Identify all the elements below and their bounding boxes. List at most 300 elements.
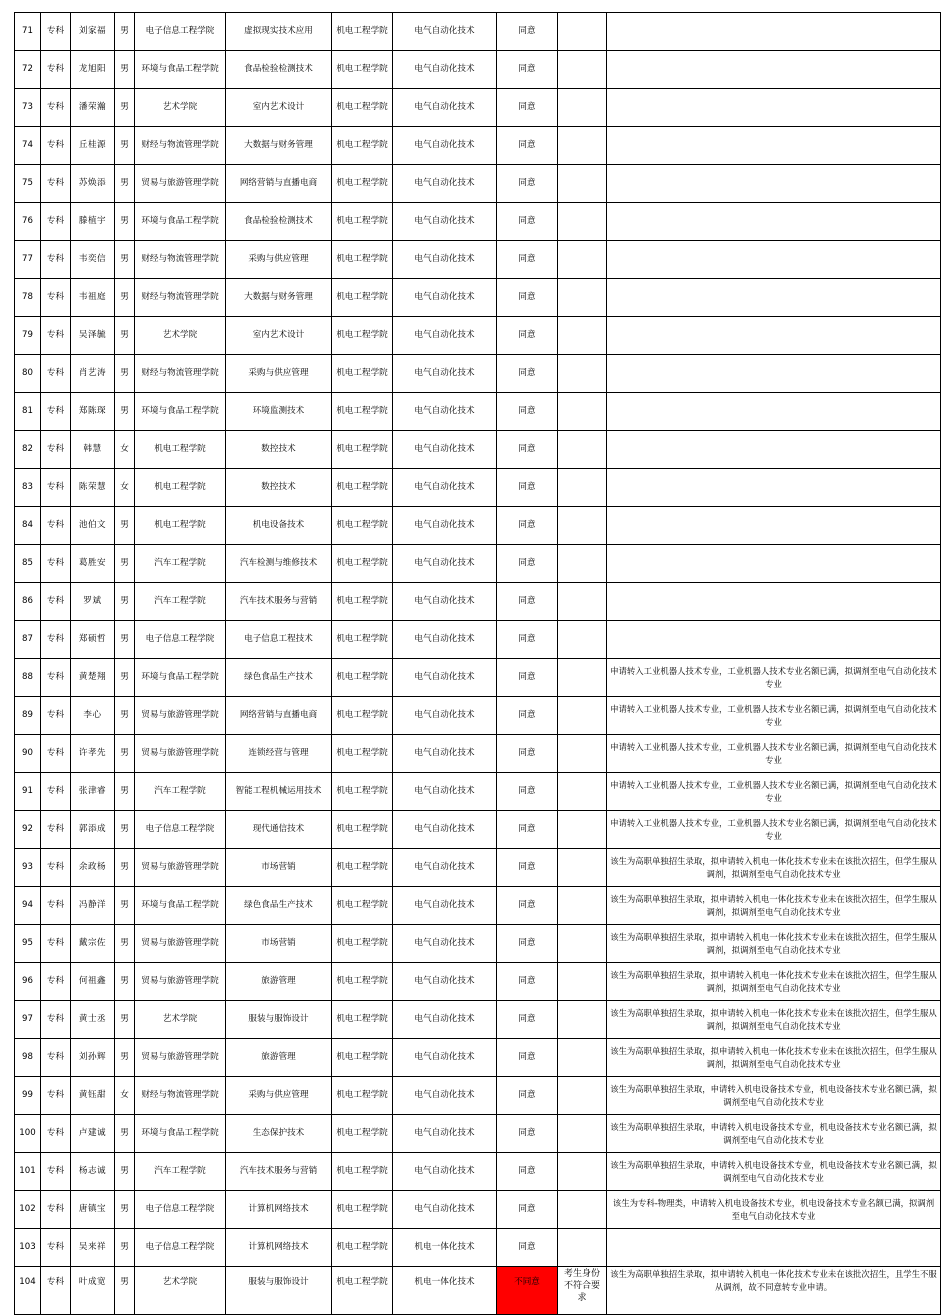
original-college-cell: 环境与食品工程学院 bbox=[135, 203, 226, 241]
original-major-cell: 绿色食品生产技术 bbox=[226, 887, 332, 925]
gender-cell: 男 bbox=[115, 925, 135, 963]
student-name-cell: 肖艺涛 bbox=[71, 355, 115, 393]
table-row bbox=[15, 1115, 941, 1153]
remarks-cell bbox=[607, 165, 941, 203]
target-major-cell: 机电一体化技术 bbox=[393, 1229, 497, 1267]
row-number-cell: 77 bbox=[15, 241, 41, 279]
table-row bbox=[15, 127, 941, 165]
gender-cell: 男 bbox=[115, 659, 135, 697]
target-college-cell: 机电工程学院 bbox=[332, 1267, 393, 1315]
remarks-cell: 该生为高职单独招生录取，申请转入机电设备技术专业，机电设备技术专业名额已满，拟调剂至电气自动化技术专业 bbox=[607, 1153, 941, 1191]
education-level-cell: 专科 bbox=[41, 811, 71, 849]
original-college-cell: 机电工程学院 bbox=[135, 431, 226, 469]
gender-cell: 男 bbox=[115, 849, 135, 887]
target-college-cell: 机电工程学院 bbox=[332, 241, 393, 279]
target-major-cell: 电气自动化技术 bbox=[393, 393, 497, 431]
target-major-cell: 电气自动化技术 bbox=[393, 1153, 497, 1191]
rejection-reason-cell bbox=[558, 659, 607, 697]
student-name-cell: 潘荣瀚 bbox=[71, 89, 115, 127]
rejection-reason-cell bbox=[558, 583, 607, 621]
education-level-cell: 专科 bbox=[41, 1039, 71, 1077]
target-college-cell: 机电工程学院 bbox=[332, 469, 393, 507]
target-major-cell: 电气自动化技术 bbox=[393, 355, 497, 393]
student-name-cell: 冯静洋 bbox=[71, 887, 115, 925]
table-row bbox=[15, 621, 941, 659]
target-major-cell: 电气自动化技术 bbox=[393, 1191, 497, 1229]
table-row bbox=[15, 849, 941, 887]
student-name-cell: 何祖鑫 bbox=[71, 963, 115, 1001]
target-college-cell: 机电工程学院 bbox=[332, 1191, 393, 1229]
row-number-cell: 98 bbox=[15, 1039, 41, 1077]
target-college-cell: 机电工程学院 bbox=[332, 127, 393, 165]
rejection-reason-cell bbox=[558, 241, 607, 279]
row-number-cell: 72 bbox=[15, 51, 41, 89]
gender-cell: 男 bbox=[115, 355, 135, 393]
target-major-cell: 电气自动化技术 bbox=[393, 279, 497, 317]
table-row bbox=[15, 925, 941, 963]
target-major-cell: 电气自动化技术 bbox=[393, 811, 497, 849]
remarks-cell bbox=[607, 241, 941, 279]
target-college-cell: 机电工程学院 bbox=[332, 811, 393, 849]
table-row bbox=[15, 203, 941, 241]
approval-decision-cell: 同意 bbox=[497, 1153, 558, 1191]
row-number-cell: 84 bbox=[15, 507, 41, 545]
original-major-cell: 室内艺术设计 bbox=[226, 317, 332, 355]
rejection-reason-cell bbox=[558, 507, 607, 545]
approval-decision-cell: 同意 bbox=[497, 393, 558, 431]
row-number-cell: 95 bbox=[15, 925, 41, 963]
original-major-cell: 旅游管理 bbox=[226, 1039, 332, 1077]
student-name-cell: 刘家福 bbox=[71, 13, 115, 51]
target-major-cell: 电气自动化技术 bbox=[393, 89, 497, 127]
student-name-cell: 卢建诚 bbox=[71, 1115, 115, 1153]
table-row bbox=[15, 241, 941, 279]
row-number-cell: 90 bbox=[15, 735, 41, 773]
education-level-cell: 专科 bbox=[41, 963, 71, 1001]
rejection-reason-cell bbox=[558, 1039, 607, 1077]
original-major-cell: 汽车检测与维修技术 bbox=[226, 545, 332, 583]
target-major-cell: 电气自动化技术 bbox=[393, 545, 497, 583]
row-number-cell: 78 bbox=[15, 279, 41, 317]
rejection-reason-cell bbox=[558, 279, 607, 317]
remarks-cell bbox=[607, 355, 941, 393]
original-major-cell: 市场营销 bbox=[226, 849, 332, 887]
approval-decision-cell: 同意 bbox=[497, 165, 558, 203]
student-name-cell: 罗斌 bbox=[71, 583, 115, 621]
table-row bbox=[15, 545, 941, 583]
approval-decision-cell: 同意 bbox=[497, 963, 558, 1001]
rejection-reason-cell bbox=[558, 431, 607, 469]
approval-decision-cell: 同意 bbox=[497, 51, 558, 89]
row-number-cell: 80 bbox=[15, 355, 41, 393]
education-level-cell: 专科 bbox=[41, 241, 71, 279]
table-row bbox=[15, 1001, 941, 1039]
remarks-cell bbox=[607, 1229, 941, 1267]
original-major-cell: 计算机网络技术 bbox=[226, 1191, 332, 1229]
student-name-cell: 苏焕添 bbox=[71, 165, 115, 203]
approval-decision-cell: 同意 bbox=[497, 849, 558, 887]
rejection-reason-cell bbox=[558, 165, 607, 203]
original-major-cell: 机电设备技术 bbox=[226, 507, 332, 545]
education-level-cell: 专科 bbox=[41, 203, 71, 241]
education-level-cell: 专科 bbox=[41, 1191, 71, 1229]
education-level-cell: 专科 bbox=[41, 1077, 71, 1115]
remarks-cell bbox=[607, 507, 941, 545]
approval-decision-cell: 同意 bbox=[497, 431, 558, 469]
remarks-cell: 该生为高职单独招生录取，申请转入机电设备技术专业，机电设备技术专业名额已满，拟调剂至电气自动化技术专业 bbox=[607, 1077, 941, 1115]
remarks-cell: 该生为高职单独招生录取，拟申请转入机电一体化技术专业未在该批次招生，但学生服从调剂，拟调剂至电气自动化技术专业 bbox=[607, 849, 941, 887]
original-major-cell: 计算机网络技术 bbox=[226, 1229, 332, 1267]
approval-decision-cell: 同意 bbox=[497, 621, 558, 659]
education-level-cell: 专科 bbox=[41, 1267, 71, 1315]
table-row bbox=[15, 811, 941, 849]
approval-decision-cell: 同意 bbox=[497, 203, 558, 241]
original-college-cell: 贸易与旅游管理学院 bbox=[135, 735, 226, 773]
original-major-cell: 汽车技术服务与营销 bbox=[226, 1153, 332, 1191]
original-major-cell: 汽车技术服务与营销 bbox=[226, 583, 332, 621]
gender-cell: 男 bbox=[115, 241, 135, 279]
original-college-cell: 电子信息工程学院 bbox=[135, 1229, 226, 1267]
row-number-cell: 83 bbox=[15, 469, 41, 507]
target-college-cell: 机电工程学院 bbox=[332, 621, 393, 659]
table-row bbox=[15, 963, 941, 1001]
target-college-cell: 机电工程学院 bbox=[332, 355, 393, 393]
approval-decision-cell: 同意 bbox=[497, 545, 558, 583]
student-name-cell: 丘桂源 bbox=[71, 127, 115, 165]
student-name-cell: 许孝先 bbox=[71, 735, 115, 773]
row-number-cell: 71 bbox=[15, 13, 41, 51]
target-college-cell: 机电工程学院 bbox=[332, 963, 393, 1001]
gender-cell: 男 bbox=[115, 1153, 135, 1191]
target-major-cell: 电气自动化技术 bbox=[393, 583, 497, 621]
original-college-cell: 艺术学院 bbox=[135, 317, 226, 355]
original-major-cell: 连锁经营与管理 bbox=[226, 735, 332, 773]
rejection-reason-cell bbox=[558, 13, 607, 51]
original-college-cell: 汽车工程学院 bbox=[135, 583, 226, 621]
target-college-cell: 机电工程学院 bbox=[332, 583, 393, 621]
original-major-cell: 数控技术 bbox=[226, 431, 332, 469]
approval-decision-cell: 同意 bbox=[497, 1191, 558, 1229]
education-level-cell: 专科 bbox=[41, 469, 71, 507]
original-major-cell: 智能工程机械运用技术 bbox=[226, 773, 332, 811]
education-level-cell: 专科 bbox=[41, 659, 71, 697]
approval-decision-cell: 同意 bbox=[497, 469, 558, 507]
gender-cell: 男 bbox=[115, 393, 135, 431]
rejection-reason-cell bbox=[558, 963, 607, 1001]
remarks-cell: 该生为高职单独招生录取，拟申请转入机电一体化技术专业未在该批次招生，但学生服从调剂，拟调剂至电气自动化技术专业 bbox=[607, 1001, 941, 1039]
education-level-cell: 专科 bbox=[41, 887, 71, 925]
original-major-cell: 服装与服饰设计 bbox=[226, 1267, 332, 1315]
table-row bbox=[15, 165, 941, 203]
original-college-cell: 艺术学院 bbox=[135, 1267, 226, 1315]
original-major-cell: 生态保护技术 bbox=[226, 1115, 332, 1153]
table-row bbox=[15, 1191, 941, 1229]
target-college-cell: 机电工程学院 bbox=[332, 1115, 393, 1153]
remarks-cell: 该生为高职单独招生录取，拟申请转入机电一体化技术专业未在该批次招生，但学生服从调剂，拟调剂至电气自动化技术专业 bbox=[607, 1039, 941, 1077]
original-major-cell: 电子信息工程技术 bbox=[226, 621, 332, 659]
row-number-cell: 76 bbox=[15, 203, 41, 241]
original-major-cell: 数控技术 bbox=[226, 469, 332, 507]
education-level-cell: 专科 bbox=[41, 1001, 71, 1039]
education-level-cell: 专科 bbox=[41, 773, 71, 811]
rejection-reason-cell bbox=[558, 735, 607, 773]
target-major-cell: 电气自动化技术 bbox=[393, 127, 497, 165]
gender-cell: 男 bbox=[115, 583, 135, 621]
approval-decision-cell: 同意 bbox=[497, 697, 558, 735]
target-major-cell: 电气自动化技术 bbox=[393, 469, 497, 507]
target-college-cell: 机电工程学院 bbox=[332, 887, 393, 925]
gender-cell: 男 bbox=[115, 89, 135, 127]
approval-decision-cell: 同意 bbox=[497, 241, 558, 279]
rejection-reason-cell bbox=[558, 773, 607, 811]
original-major-cell: 采购与供应管理 bbox=[226, 1077, 332, 1115]
original-major-cell: 食品检验检测技术 bbox=[226, 203, 332, 241]
target-college-cell: 机电工程学院 bbox=[332, 697, 393, 735]
remarks-cell bbox=[607, 431, 941, 469]
target-college-cell: 机电工程学院 bbox=[332, 89, 393, 127]
rejection-reason-cell bbox=[558, 1229, 607, 1267]
student-name-cell: 韩慧 bbox=[71, 431, 115, 469]
approval-decision-cell: 同意 bbox=[497, 887, 558, 925]
row-number-cell: 89 bbox=[15, 697, 41, 735]
remarks-cell bbox=[607, 51, 941, 89]
original-major-cell: 网络营销与直播电商 bbox=[226, 697, 332, 735]
original-college-cell: 艺术学院 bbox=[135, 1001, 226, 1039]
rejection-reason-cell bbox=[558, 51, 607, 89]
remarks-cell: 申请转入工业机器人技术专业，工业机器人技术专业名额已满，拟调剂至电气自动化技术专业 bbox=[607, 697, 941, 735]
remarks-cell bbox=[607, 583, 941, 621]
target-college-cell: 机电工程学院 bbox=[332, 545, 393, 583]
approval-decision-cell: 同意 bbox=[497, 89, 558, 127]
original-major-cell: 服装与服饰设计 bbox=[226, 1001, 332, 1039]
target-college-cell: 机电工程学院 bbox=[332, 1229, 393, 1267]
approval-decision-cell: 同意 bbox=[497, 507, 558, 545]
approval-decision-cell: 同意 bbox=[497, 279, 558, 317]
education-level-cell: 专科 bbox=[41, 431, 71, 469]
gender-cell: 男 bbox=[115, 1229, 135, 1267]
gender-cell: 男 bbox=[115, 1039, 135, 1077]
table-row bbox=[15, 279, 941, 317]
target-college-cell: 机电工程学院 bbox=[332, 431, 393, 469]
approval-decision-cell: 同意 bbox=[497, 317, 558, 355]
target-college-cell: 机电工程学院 bbox=[332, 393, 393, 431]
target-college-cell: 机电工程学院 bbox=[332, 507, 393, 545]
rejection-reason-cell bbox=[558, 1153, 607, 1191]
original-major-cell: 网络营销与直播电商 bbox=[226, 165, 332, 203]
approval-decision-cell: 同意 bbox=[497, 1077, 558, 1115]
remarks-cell bbox=[607, 279, 941, 317]
education-level-cell: 专科 bbox=[41, 279, 71, 317]
rejection-reason-cell bbox=[558, 469, 607, 507]
approval-decision-cell: 同意 bbox=[497, 1039, 558, 1077]
original-college-cell: 电子信息工程学院 bbox=[135, 1191, 226, 1229]
student-name-cell: 郭添成 bbox=[71, 811, 115, 849]
remarks-cell: 该生为高职单独招生录取，拟申请转入机电一体化技术专业未在该批次招生，且学生不服从调剂，故不同意转专业申请。 bbox=[607, 1267, 941, 1315]
row-number-cell: 88 bbox=[15, 659, 41, 697]
table-row bbox=[15, 317, 941, 355]
target-major-cell: 电气自动化技术 bbox=[393, 1001, 497, 1039]
table-row bbox=[15, 1229, 941, 1267]
target-major-cell: 电气自动化技术 bbox=[393, 317, 497, 355]
original-college-cell: 电子信息工程学院 bbox=[135, 811, 226, 849]
row-number-cell: 87 bbox=[15, 621, 41, 659]
original-major-cell: 大数据与财务管理 bbox=[226, 279, 332, 317]
target-major-cell: 机电一体化技术 bbox=[393, 1267, 497, 1315]
target-major-cell: 电气自动化技术 bbox=[393, 13, 497, 51]
original-major-cell: 现代通信技术 bbox=[226, 811, 332, 849]
approval-decision-cell: 同意 bbox=[497, 659, 558, 697]
approval-decision-cell: 同意 bbox=[497, 925, 558, 963]
row-number-cell: 103 bbox=[15, 1229, 41, 1267]
original-college-cell: 电子信息工程学院 bbox=[135, 13, 226, 51]
approval-decision-cell: 同意 bbox=[497, 127, 558, 165]
original-major-cell: 采购与供应管理 bbox=[226, 241, 332, 279]
target-college-cell: 机电工程学院 bbox=[332, 773, 393, 811]
target-college-cell: 机电工程学院 bbox=[332, 1001, 393, 1039]
remarks-cell: 该生为高职单独招生录取，申请转入机电设备技术专业，机电设备技术专业名额已满，拟调剂至电气自动化技术专业 bbox=[607, 1115, 941, 1153]
rejection-reason-cell bbox=[558, 393, 607, 431]
target-major-cell: 电气自动化技术 bbox=[393, 887, 497, 925]
target-major-cell: 电气自动化技术 bbox=[393, 697, 497, 735]
remarks-cell: 该生为高职单独招生录取，拟申请转入机电一体化技术专业未在该批次招生，但学生服从调剂，拟调剂至电气自动化技术专业 bbox=[607, 887, 941, 925]
original-major-cell: 食品检验检测技术 bbox=[226, 51, 332, 89]
row-number-cell: 82 bbox=[15, 431, 41, 469]
remarks-cell: 申请转入工业机器人技术专业，工业机器人技术专业名额已满，拟调剂至电气自动化技术专业 bbox=[607, 735, 941, 773]
remarks-cell bbox=[607, 621, 941, 659]
target-college-cell: 机电工程学院 bbox=[332, 925, 393, 963]
original-college-cell: 财经与物流管理学院 bbox=[135, 127, 226, 165]
target-major-cell: 电气自动化技术 bbox=[393, 431, 497, 469]
target-college-cell: 机电工程学院 bbox=[332, 51, 393, 89]
education-level-cell: 专科 bbox=[41, 1115, 71, 1153]
remarks-cell bbox=[607, 13, 941, 51]
rejection-reason-cell bbox=[558, 811, 607, 849]
gender-cell: 女 bbox=[115, 431, 135, 469]
row-number-cell: 79 bbox=[15, 317, 41, 355]
remarks-cell: 该生为专科-物理类，申请转入机电设备技术专业，机电设备技术专业名额已满，拟调剂至电气自动化技术专业 bbox=[607, 1191, 941, 1229]
rejection-reason-cell bbox=[558, 621, 607, 659]
student-name-cell: 吴来祥 bbox=[71, 1229, 115, 1267]
table-row bbox=[15, 51, 941, 89]
row-number-cell: 86 bbox=[15, 583, 41, 621]
gender-cell: 男 bbox=[115, 735, 135, 773]
education-level-cell: 专科 bbox=[41, 545, 71, 583]
gender-cell: 男 bbox=[115, 1115, 135, 1153]
gender-cell: 男 bbox=[115, 773, 135, 811]
target-college-cell: 机电工程学院 bbox=[332, 849, 393, 887]
remarks-cell bbox=[607, 545, 941, 583]
gender-cell: 男 bbox=[115, 697, 135, 735]
gender-cell: 男 bbox=[115, 1191, 135, 1229]
student-name-cell: 刘孙辉 bbox=[71, 1039, 115, 1077]
row-number-cell: 101 bbox=[15, 1153, 41, 1191]
education-level-cell: 专科 bbox=[41, 165, 71, 203]
remarks-cell: 该生为高职单独招生录取，拟申请转入机电一体化技术专业未在该批次招生，但学生服从调剂，拟调剂至电气自动化技术专业 bbox=[607, 925, 941, 963]
education-level-cell: 专科 bbox=[41, 1229, 71, 1267]
gender-cell: 男 bbox=[115, 279, 135, 317]
row-number-cell: 99 bbox=[15, 1077, 41, 1115]
original-college-cell: 贸易与旅游管理学院 bbox=[135, 165, 226, 203]
student-name-cell: 池伯文 bbox=[71, 507, 115, 545]
student-name-cell: 滕植宇 bbox=[71, 203, 115, 241]
education-level-cell: 专科 bbox=[41, 13, 71, 51]
original-college-cell: 电子信息工程学院 bbox=[135, 621, 226, 659]
row-number-cell: 81 bbox=[15, 393, 41, 431]
remarks-cell: 申请转入工业机器人技术专业，工业机器人技术专业名额已满，拟调剂至电气自动化技术专业 bbox=[607, 811, 941, 849]
student-name-cell: 黄士丞 bbox=[71, 1001, 115, 1039]
education-level-cell: 专科 bbox=[41, 89, 71, 127]
original-college-cell: 汽车工程学院 bbox=[135, 773, 226, 811]
table-row bbox=[15, 13, 941, 51]
approval-decision-cell: 同意 bbox=[497, 583, 558, 621]
original-college-cell: 贸易与旅游管理学院 bbox=[135, 963, 226, 1001]
remarks-cell: 申请转入工业机器人技术专业，工业机器人技术专业名额已满，拟调剂至电气自动化技术专业 bbox=[607, 659, 941, 697]
gender-cell: 女 bbox=[115, 1077, 135, 1115]
rejection-reason-cell bbox=[558, 1001, 607, 1039]
education-level-cell: 专科 bbox=[41, 51, 71, 89]
target-major-cell: 电气自动化技术 bbox=[393, 1115, 497, 1153]
remarks-cell: 申请转入工业机器人技术专业，工业机器人技术专业名额已满，拟调剂至电气自动化技术专业 bbox=[607, 773, 941, 811]
original-major-cell: 采购与供应管理 bbox=[226, 355, 332, 393]
student-name-cell: 葛胜安 bbox=[71, 545, 115, 583]
original-college-cell: 贸易与旅游管理学院 bbox=[135, 1039, 226, 1077]
rejection-reason-cell bbox=[558, 317, 607, 355]
rejection-reason-cell bbox=[558, 1077, 607, 1115]
table-row bbox=[15, 659, 941, 697]
target-college-cell: 机电工程学院 bbox=[332, 1077, 393, 1115]
remarks-cell bbox=[607, 393, 941, 431]
row-number-cell: 93 bbox=[15, 849, 41, 887]
target-college-cell: 机电工程学院 bbox=[332, 1153, 393, 1191]
student-name-cell: 唐镇宝 bbox=[71, 1191, 115, 1229]
student-name-cell: 韦祖庭 bbox=[71, 279, 115, 317]
original-college-cell: 财经与物流管理学院 bbox=[135, 241, 226, 279]
approval-decision-cell: 同意 bbox=[497, 811, 558, 849]
row-number-cell: 91 bbox=[15, 773, 41, 811]
original-college-cell: 贸易与旅游管理学院 bbox=[135, 849, 226, 887]
target-major-cell: 电气自动化技术 bbox=[393, 659, 497, 697]
original-college-cell: 汽车工程学院 bbox=[135, 545, 226, 583]
approval-decision-cell: 同意 bbox=[497, 735, 558, 773]
original-major-cell: 室内艺术设计 bbox=[226, 89, 332, 127]
education-level-cell: 专科 bbox=[41, 393, 71, 431]
target-major-cell: 电气自动化技术 bbox=[393, 963, 497, 1001]
rejection-reason-cell bbox=[558, 1115, 607, 1153]
rejection-reason-cell bbox=[558, 545, 607, 583]
target-college-cell: 机电工程学院 bbox=[332, 659, 393, 697]
row-number-cell: 97 bbox=[15, 1001, 41, 1039]
gender-cell: 男 bbox=[115, 13, 135, 51]
original-college-cell: 机电工程学院 bbox=[135, 507, 226, 545]
row-number-cell: 94 bbox=[15, 887, 41, 925]
gender-cell: 男 bbox=[115, 165, 135, 203]
target-major-cell: 电气自动化技术 bbox=[393, 773, 497, 811]
remarks-cell bbox=[607, 127, 941, 165]
table-row bbox=[15, 469, 941, 507]
original-college-cell: 环境与食品工程学院 bbox=[135, 887, 226, 925]
original-college-cell: 财经与物流管理学院 bbox=[135, 355, 226, 393]
education-level-cell: 专科 bbox=[41, 127, 71, 165]
gender-cell: 男 bbox=[115, 203, 135, 241]
transfer-approval-sheet bbox=[14, 12, 940, 1303]
gender-cell: 男 bbox=[115, 507, 135, 545]
gender-cell: 男 bbox=[115, 1267, 135, 1315]
rejection-reason-cell bbox=[558, 89, 607, 127]
original-college-cell: 贸易与旅游管理学院 bbox=[135, 925, 226, 963]
gender-cell: 男 bbox=[115, 963, 135, 1001]
education-level-cell: 专科 bbox=[41, 1153, 71, 1191]
original-major-cell: 环境监测技术 bbox=[226, 393, 332, 431]
